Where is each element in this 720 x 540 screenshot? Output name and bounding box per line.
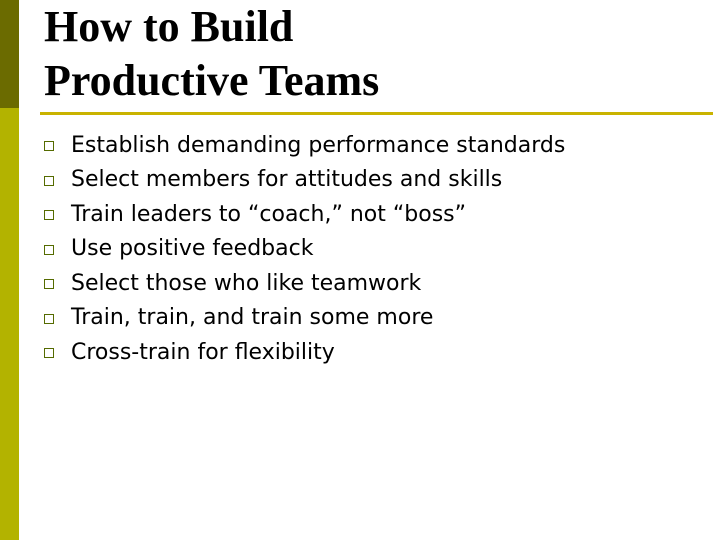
hollow-square-bullet-icon — [44, 210, 54, 220]
bullet-item — [44, 301, 565, 336]
bullet-item — [44, 197, 565, 232]
bullet-item — [44, 163, 565, 198]
bullet-list — [44, 128, 565, 370]
slide-title — [44, 0, 704, 108]
hollow-square-bullet-icon — [44, 314, 54, 324]
decorative-side-bar — [0, 0, 19, 540]
hollow-square-bullet-icon — [44, 348, 54, 358]
bullet-text: Establish demanding performance standards — [71, 132, 566, 158]
hollow-square-bullet-icon — [44, 141, 54, 151]
bullet-text: Train leaders to “coach,” not “boss” — [71, 201, 467, 227]
bullet-item — [44, 128, 565, 163]
hollow-square-bullet-icon — [44, 279, 54, 289]
bullet-item — [44, 232, 565, 267]
bullet-item — [44, 266, 565, 301]
hollow-square-bullet-icon — [44, 245, 54, 255]
bullet-text: Cross-train for flexibility — [71, 339, 335, 365]
bullet-text: Train, train, and train some more — [71, 305, 434, 331]
side-bar-dark-segment — [0, 0, 19, 108]
side-bar-light-segment — [0, 108, 19, 540]
title-underline-rule — [40, 112, 713, 115]
slide-title-line: Productive Teams — [44, 56, 380, 105]
hollow-square-bullet-icon — [44, 176, 54, 186]
bullet-text: Select those who like teamwork — [71, 270, 422, 296]
bullet-text: Select members for attitudes and skills — [71, 167, 503, 193]
bullet-item — [44, 335, 565, 370]
slide-title-line: How to Build — [44, 2, 294, 51]
bullet-text: Use positive feedback — [71, 236, 314, 262]
